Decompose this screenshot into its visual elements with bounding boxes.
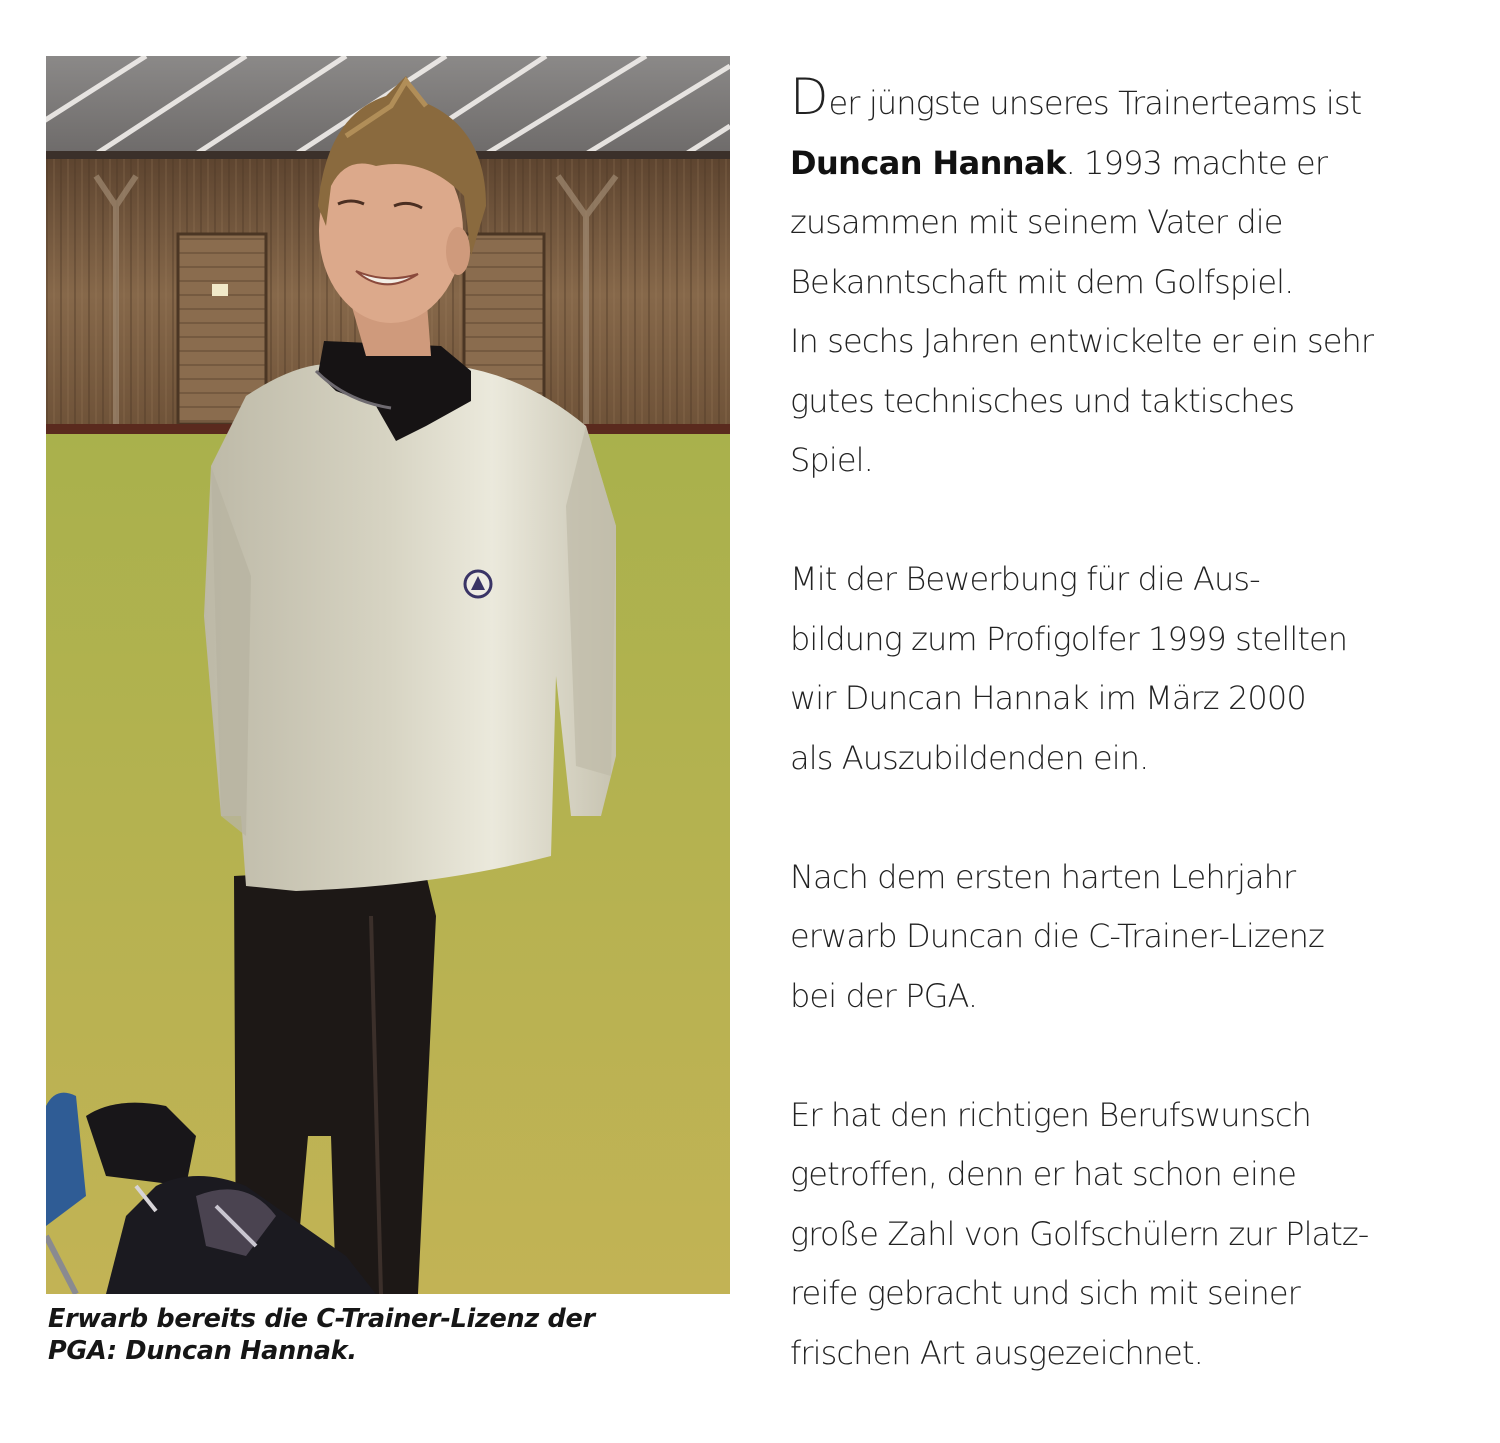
text-line: reife gebracht und sich mit seiner	[790, 1274, 1300, 1312]
text-line: wir Duncan Hannak im März 2000	[790, 679, 1306, 717]
paragraph-license	[790, 848, 1490, 1027]
paragraph-career	[790, 1086, 1490, 1384]
photo-caption	[48, 1303, 738, 1367]
paragraph-application	[790, 550, 1490, 788]
drop-cap: D	[790, 68, 829, 126]
text-line: Spiel.	[790, 441, 873, 479]
text-line: bildung zum Profigolfer 1999 stellten	[790, 619, 1348, 658]
text-line: gutes technisches und taktisches	[790, 381, 1295, 420]
text-line: Mit der Bewerbung für die Aus-	[790, 560, 1260, 598]
caption-line: Erwarb bereits die C-Trainer-Lizenz der	[48, 1304, 595, 1334]
text-line: In sechs Jahren entwickelte er ein sehr	[790, 322, 1374, 360]
text-line: getroffen, denn er hat schon eine	[790, 1155, 1297, 1193]
text-line: . 1993 machte er	[1065, 143, 1328, 182]
text-line: bei der PGA.	[790, 976, 978, 1015]
text-line: Er hat den richtigen Berufswunsch	[790, 1095, 1311, 1134]
text-line: Nach dem ersten harten Lehrjahr	[790, 857, 1296, 896]
caption-line: PGA: Duncan Hannak.	[48, 1336, 357, 1366]
text-line: als Auszubildenden ein.	[790, 738, 1149, 777]
bold-name: Duncan Hannak	[790, 143, 1066, 182]
text-line: erwarb Duncan die C-Trainer-Lizenz	[790, 917, 1324, 955]
text-line: zusammen mit seinem Vater die	[790, 203, 1283, 241]
photo-illustration	[46, 56, 730, 1294]
text-line: große Zahl von Golfschülern zur Platz-	[790, 1214, 1369, 1253]
text-line: frischen Art ausgezeichnet.	[790, 1333, 1203, 1372]
portrait-photo	[46, 56, 730, 1294]
text-line: Bekanntschaft mit dem Golfspiel.	[790, 262, 1294, 301]
article-body	[790, 68, 1490, 1443]
text-line: er jüngste unseres Trainerteams ist	[828, 84, 1362, 122]
paragraph-intro	[790, 68, 1490, 491]
